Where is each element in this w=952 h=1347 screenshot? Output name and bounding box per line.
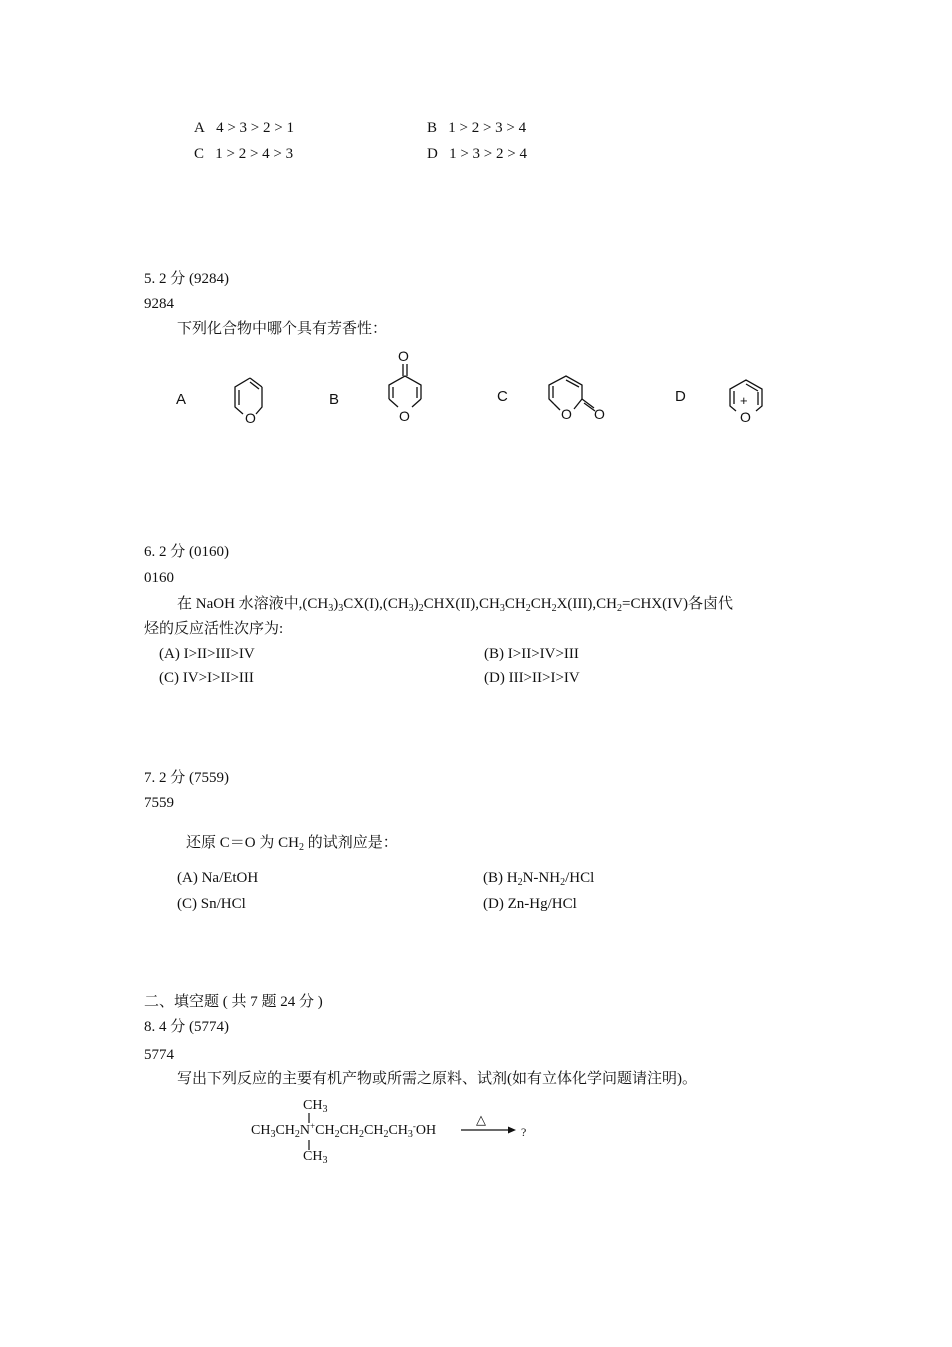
q8-bottom-methyl: $CH_3$: [303, 1149, 328, 1166]
q5-b-carbonyl-oxygen: O: [398, 348, 409, 364]
q4-option-b-text: 1 > 2 > 3 > 4: [448, 120, 527, 136]
q5-code: 9284: [144, 296, 174, 312]
q6-option-d: (D) III>II>I>IV: [484, 670, 580, 686]
q5-header: 5. 2 分 (9284): [144, 271, 229, 287]
q5-d-plus-charge: +: [740, 393, 748, 408]
q5-option-c-label: C: [497, 388, 508, 405]
q7-stem-b: 的试剂应是：: [303, 835, 398, 851]
q8-top-methyl: $CH_3$: [303, 1098, 328, 1115]
q6-stem-line2: 烃的反应活性次序为:: [144, 621, 284, 637]
q7-stem-a: 还原 C＝O 为 CH: [186, 835, 299, 851]
q6-option-a: (A) I>II>III>IV: [159, 646, 255, 662]
q6-option-b: (B) I>II>IV>III: [484, 646, 579, 662]
q7-option-a: (A) Na/EtOH: [177, 870, 259, 886]
q8-product-question-mark: ?: [521, 1125, 527, 1139]
q5-c-carbonyl-oxygen: O: [594, 406, 605, 422]
section2-title: 二、填空题 ( 共 7 题 24 分 ): [144, 994, 323, 1010]
q4-option-d-letter: D: [427, 146, 438, 162]
q4-option-a-letter: A: [194, 120, 205, 136]
q4-option-a-text: 4 > 3 > 2 > 1: [216, 120, 294, 136]
q8-reactant: $CH_3CH_2N^+CH_2CH_2CH_2CH_3^-OH$: [251, 1121, 437, 1140]
q7-code: 7559: [144, 795, 174, 811]
q7-option-c: (C) Sn/HCl: [177, 896, 246, 912]
q7-option-d: (D) Zn-Hg/HCl: [483, 896, 577, 912]
q7-stem-sub: 2: [298, 842, 304, 853]
q6-header: 6. 2 分 (0160): [144, 544, 229, 560]
q5-option-a-label: A: [176, 391, 187, 408]
q5-a-oxygen: O: [245, 410, 256, 426]
q8-stem: 写出下列反应的主要有机产物或所需之原料、试剂(如有立体化学问题请注明)。: [177, 1071, 697, 1087]
q5-c-ring-oxygen: O: [561, 406, 572, 422]
q4-option-b-letter: B: [427, 120, 438, 136]
q6-stem-suffix: 各卤代: [687, 596, 733, 612]
q5-d-ring-oxygen: O: [740, 409, 751, 425]
q6-option-c: (C) IV>I>II>III: [159, 670, 254, 686]
q8-code: 5774: [144, 1047, 174, 1063]
q6-code: 0160: [144, 570, 174, 586]
q7-option-b: (B) $H_2N-NH_2$/HCl: [483, 870, 595, 888]
q6-stem-prefix: 在 NaOH 水溶液中,: [177, 596, 303, 612]
q8-heat-delta: △: [476, 1112, 486, 1127]
q6-formulas: $(CH_3)_3CX(I),(CH_3)_2CHX(II),CH_3CH_2CH_2X(III),CH_2=CHX(IV)$: [302, 596, 688, 614]
q4-option-c-text: 1 > 2 > 4 > 3: [215, 146, 294, 162]
q5-option-b-label: B: [329, 391, 340, 408]
q4-option-d-text: 1 > 3 > 2 > 4: [449, 146, 527, 162]
q5-b-ring-oxygen: O: [399, 408, 410, 424]
q8-header: 8. 4 分 (5774): [144, 1019, 229, 1035]
q5-stem: 下列化合物中哪个具有芳香性：: [177, 321, 388, 337]
q7-header: 7. 2 分 (7559): [144, 770, 229, 786]
q5-option-d-label: D: [675, 388, 686, 405]
q4-option-c-letter: C: [194, 146, 205, 162]
